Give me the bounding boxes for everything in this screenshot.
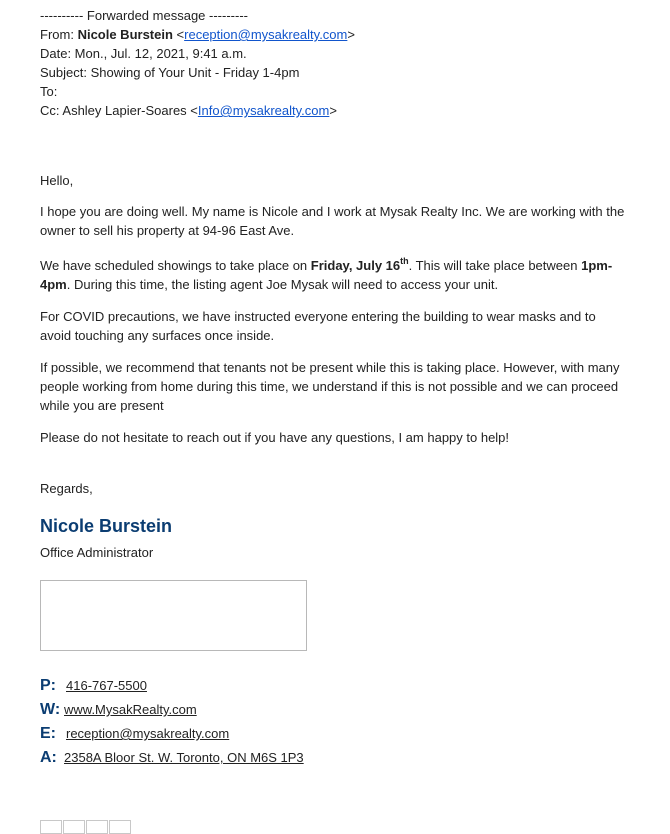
address-link[interactable]: 2358A Bloor St. W. Toronto, ON M6S 1P3 bbox=[64, 750, 304, 765]
social-icon-3[interactable] bbox=[86, 820, 108, 834]
forwarded-header bbox=[40, 6, 630, 120]
contact-email bbox=[40, 722, 630, 746]
contact-phone bbox=[40, 674, 630, 698]
showing-time: 1pm-4pm bbox=[40, 258, 613, 292]
to-line: To: bbox=[40, 84, 58, 99]
email-link[interactable]: reception@mysakrealty.com bbox=[66, 726, 230, 741]
contact-address bbox=[40, 746, 630, 770]
signature-name: Nicole Burstein bbox=[40, 516, 173, 536]
paragraph-tenants: If possible, we recommend that tenants not be present while this is taking place. However, with many people working from home during this time, we understand if this is not possible and we can proceed while you are present bbox=[40, 360, 620, 413]
phone-key: P: bbox=[40, 677, 56, 694]
date-line: Date: Mon., Jul. 12, 2021, 9:41 a.m. bbox=[40, 46, 247, 61]
contact-web bbox=[40, 698, 630, 722]
email-key: E: bbox=[40, 725, 56, 742]
paragraph-showing bbox=[40, 256, 630, 294]
closing: Regards, bbox=[40, 481, 93, 496]
paragraph-covid: For COVID precautions, we have instructed everyone entering the building to wear masks and to avoid touching any surfaces once inside. bbox=[40, 309, 596, 343]
signature-title: Office Administrator bbox=[40, 545, 154, 560]
social-icon-1[interactable] bbox=[40, 820, 62, 834]
social-icons-row bbox=[40, 820, 132, 827]
from-email-link[interactable]: reception@mysakrealty.com bbox=[184, 27, 348, 42]
cc-gt: > bbox=[329, 103, 337, 118]
showing-text-e: . During this time, the listing agent Joe Mysak will need to access your unit. bbox=[66, 277, 499, 292]
from-name: Nicole Burstein bbox=[77, 27, 173, 42]
email-body bbox=[40, 6, 630, 770]
showing-date bbox=[311, 258, 409, 273]
forward-separator: ---------- Forwarded message --------- bbox=[40, 8, 248, 23]
social-icon-2[interactable] bbox=[63, 820, 85, 834]
from-label: From: bbox=[40, 27, 78, 42]
showing-text-a: We have scheduled showings to take place on bbox=[40, 258, 311, 273]
phone-link[interactable]: 416-767-5500 bbox=[66, 678, 147, 693]
from-line bbox=[40, 25, 630, 44]
cc-email-link[interactable]: Info@mysakrealty.com bbox=[197, 103, 330, 118]
social-icon-4[interactable] bbox=[109, 820, 131, 834]
from-lt: < bbox=[176, 27, 185, 42]
subject-line: Subject: Showing of Your Unit - Friday 1-4pm bbox=[40, 65, 300, 80]
showing-date-suffix: th bbox=[400, 256, 409, 266]
paragraph-help: Please do not hesitate to reach out if you have any questions, I am happy to help! bbox=[40, 430, 510, 445]
address-key: A: bbox=[40, 749, 57, 766]
web-link[interactable]: www.MysakRealty.com bbox=[64, 702, 197, 717]
cc-line bbox=[40, 101, 630, 120]
showing-text-c: . This will take place between bbox=[408, 258, 582, 273]
signature-logo-placeholder bbox=[40, 580, 307, 651]
greeting: Hello, bbox=[40, 173, 74, 188]
contact-list bbox=[40, 674, 630, 770]
signature-block bbox=[40, 515, 630, 770]
cc-label: Cc: Ashley Lapier-Soares < bbox=[40, 103, 198, 118]
showing-date-text: Friday, July 16 bbox=[310, 258, 401, 273]
paragraph-intro: I hope you are doing well. My name is Nicole and I work at Mysak Realty Inc. We are working with the owner to sell his property at 94-96 East Ave. bbox=[40, 204, 625, 238]
web-key: W: bbox=[40, 701, 61, 718]
from-gt: > bbox=[347, 27, 355, 42]
